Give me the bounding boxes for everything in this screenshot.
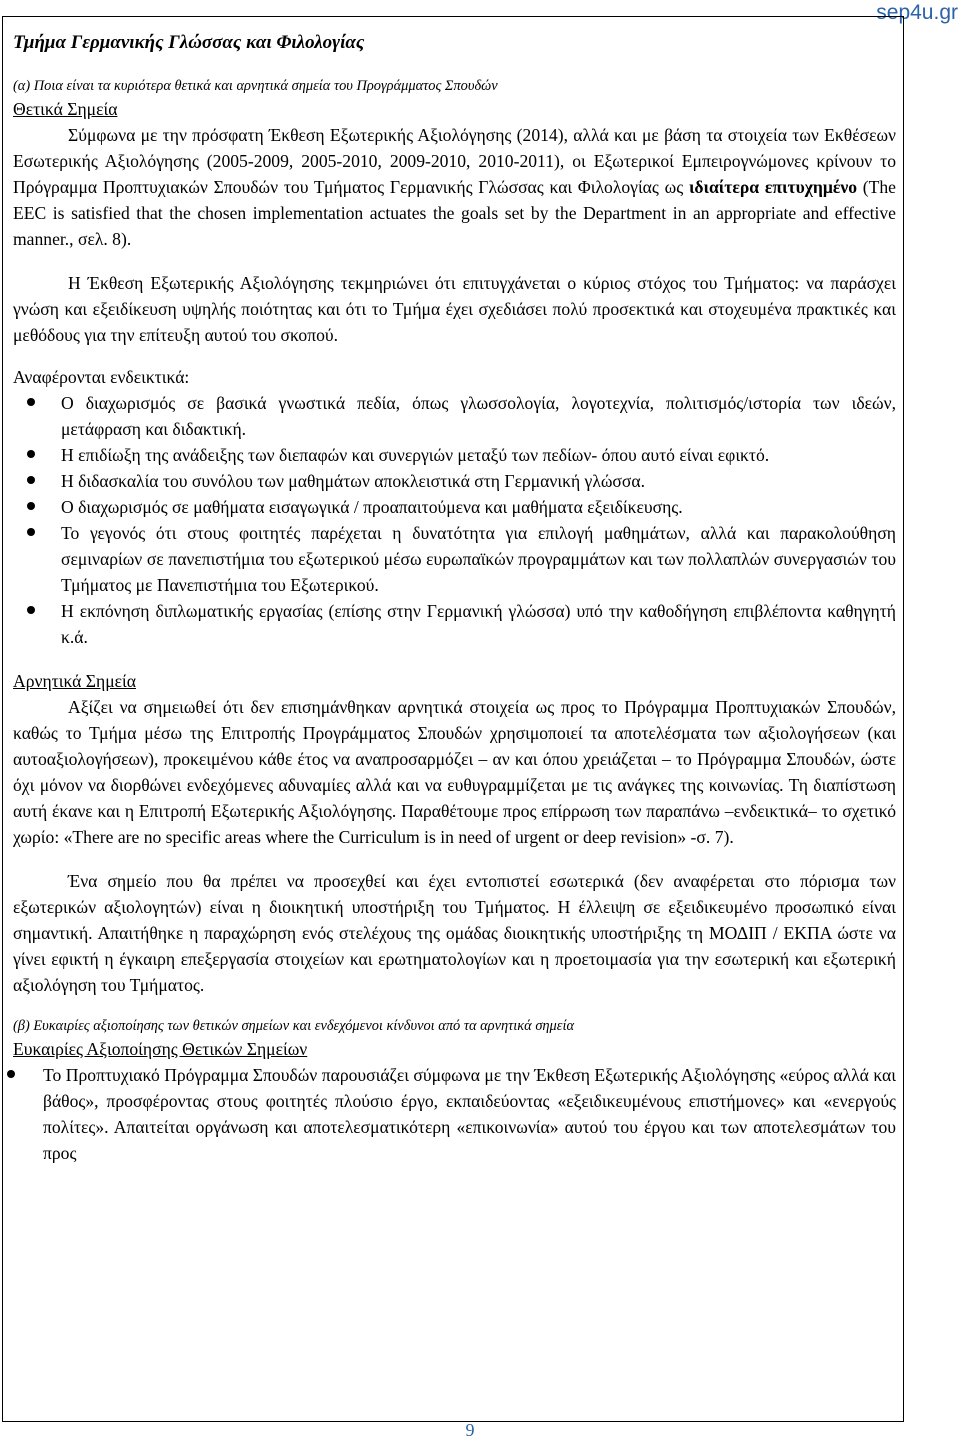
bullet-icon (27, 398, 35, 406)
list-item-text: Το γεγονός ότι στους φοιτητές παρέχεται η δυνατότητα για επιλογή μαθημάτων, αλλά και παρακολούθηση σεμιναρίων σε πανεπιστήμια του εξωτερικού μέσω ευρωπαϊκών προγραμμάτων και των πολλαπλών συνεργασιών του Τμήματος με Πανεπιστήμια του Εξωτερικού. (61, 523, 896, 595)
list-item-text: Ο διαχωρισμός σε μαθήματα εισαγωγικά / προαπαιτούμενα και μαθήματα εξειδίκευσης. (61, 497, 683, 517)
page-number: 9 (465, 1420, 475, 1440)
examples-label: Αναφέρονται ενδεικτικά: (13, 367, 190, 387)
list-item (13, 520, 896, 598)
bullet-icon (7, 1070, 15, 1078)
negative-paragraph-2: Ένα σημείο που θα πρέπει να προσεχθεί και έχει εντοπιστεί εσωτερικά (δεν αναφέρεται στο πόρισμα των εξωτερικών αξιολογητών) είναι η διοικητική υποστήριξη του Τμήματος. Η έλλειψη σε εξειδικευμένο προσωπικό είναι σημαντική. Απαιτήθηκε η παραχώρηση ενός στελέχους της ομάδας διοικητικής υποστήριξης τη ΜΟΔΙΠ / ΕΚΠΑ ώστε να γίνει εφικτή η έγκαιρη επεξεργασία στοιχείων και ερωτηματολογίων και η προετοιμασία για την εσωτερική και εξωτερική αξιολόγηση του Τμήματος. (13, 871, 896, 995)
list-item (13, 390, 896, 442)
question-b: (β) Ευκαιρίες αξιοποίησης των θετικών σημείων και ενδεχόμενοι κίνδυνοι από τα αρνητικά σημεία (13, 1018, 575, 1034)
department-title: Τμήμα Γερμανικής Γλώσσας και Φιλολογίας (13, 32, 365, 53)
bullet-icon (27, 528, 35, 536)
list-item-text: Η εκπόνηση διπλωματικής εργασίας (επίσης στην Γερμανική γλώσσα) υπό την καθοδήγηση επιβλέποντα καθηγητή κ.ά. (61, 601, 896, 647)
positive-paragraph-2: Η Έκθεση Εξωτερικής Αξιολόγησης τεκμηριώνει ότι επιτυγχάνεται ο κύριος στόχος του Τμήματος: να παράσχει γνώση και εξειδίκευση υψηλής ποιότητας και ότι το Τμήμα έχει σχεδιάσει πολύ προσεκτικά και στοχευμένα πρακτικές και μεθόδους για την επίτευξη αυτού του σκοπού. (13, 273, 896, 345)
positive-paragraph-1-text-b: (The EEC is satisfied that the chosen implementation actuates the goals set by the Department in an appropriate and effective manner., σελ. 8). (13, 177, 896, 249)
question-a: (α) Ποια είναι τα κυριότερα θετικά και αρνητικά σημεία του Προγράμματος Σπουδών (13, 78, 498, 94)
list-item-text: Το Προπτυχιακό Πρόγραμμα Σπουδών παρουσιάζει σύμφωνα με την Έκθεση Εξωτερικής Αξιολόγησης «εύρος αλλά και βάθος», προσφέροντας στους φοιτητές πλούσιο έργο, εκπαιδεύοντας «εξειδικευμένους επιστήμονες» και «ενεργούς πολίτες». Απαιτείται οργάνωση και αποτελεσματικότερη «επικοινωνία» αυτού του έργου και των αποτελεσμάτων του προς (43, 1065, 896, 1163)
document-body (13, 30, 896, 1166)
negative-paragraph-1: Αξίζει να σημειωθεί ότι δεν επισημάνθηκαν αρνητικά στοιχεία ως προς το Πρόγραμμα Προπτυχιακών Σπουδών, καθώς το Τμήμα μέσω της Επιτροπής Προγράμματος Σπουδών χρησιμοποιεί τα αποτελέσματα των αξιολογήσεων (και αυτοαξιολογήσεων), προκειμένου κάθε έτος να αναπροσαρμόζει – αν και όπου χρειάζεται – το Πρόγραμμα Σπουδών, ώστε όχι μόνον να διορθώνει ενδεχόμενες αδυναμίες αλλά και να ευθυγραμμίζεται με τις ανάγκες της κοινωνίας. Τη διαπίστωση αυτή έκανε και η Επιτροπή Εξωτερικής Αξιολόγησης. Παραθέτουμε προς επίρρωση των παραπάνω –ενδεικτικά– το σχετικό χωρίο: «There are no specific areas where the Curriculum is in need of urgent or deep revision» -σ. 7). (13, 697, 896, 847)
bullet-icon (27, 476, 35, 484)
list-item (13, 494, 896, 520)
negative-heading: Αρνητικά Σημεία (13, 671, 136, 691)
bullet-icon (27, 502, 35, 510)
site-watermark: sep4u.gr (876, 1, 958, 24)
opportunities-heading: Ευκαιρίες Αξιοποίησης Θετικών Σημείων (13, 1039, 308, 1059)
list-item (13, 1062, 896, 1166)
list-item (13, 598, 896, 650)
positive-paragraph-1-text-a: Σύμφωνα με την πρόσφατη Έκθεση Εξωτερικής Αξιολόγησης (2014), αλλά και με βάση τα στοιχεία των Εκθέσεων Εσωτερικής Αξιολόγησης (2005-2009, 2005-2010, 2009-2010, 2010-2011), οι Εξωτερικοί Εμπειρογνώμονες κρίνουν το Πρόγραμμα Προπτυχιακών Σπουδών του Τμήματος Γερμανικής Γλώσσας και Φιλολογίας ως (13, 125, 896, 197)
list-item-text: Ο διαχωρισμός σε βασικά γνωστικά πεδία, όπως γλωσσολογία, λογοτεχνία, πολιτισμός/ιστορία των ιδεών, μετάφραση και διδακτική. (61, 393, 896, 439)
positive-paragraph-1 (13, 122, 896, 252)
list-item-text: Η επιδίωξη της ανάδειξης των διεπαφών και συνεργιών μεταξύ των πεδίων- όπου αυτό είναι εφικτό. (61, 445, 770, 465)
list-item (13, 442, 896, 468)
positive-heading: Θετικά Σημεία (13, 99, 118, 119)
list-item-text: Η διδασκαλία του συνόλου των μαθημάτων αποκλειστικά στη Γερμανική γλώσσα. (61, 471, 646, 491)
bullet-icon (27, 606, 35, 614)
list-item (13, 468, 896, 494)
positive-points-list (13, 390, 896, 650)
bullet-icon (27, 450, 35, 458)
positive-paragraph-1-emphasis: ιδιαίτερα επιτυχημένο (688, 177, 857, 197)
opportunities-list (13, 1062, 896, 1166)
